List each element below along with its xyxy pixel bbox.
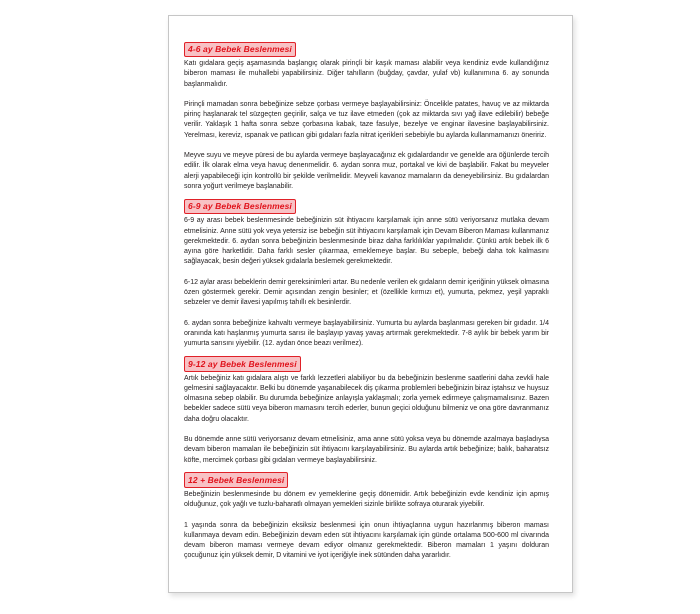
paragraph: 6-12 aylar arası bebeklerin demir gereksinimleri artar. Bu nedenle verilen ek gıdaların demir içeriğinin yüksek olmasına özen göstermek gerekir. Demir açısından zengin besinler; et (özellikle kırmızı et), yumurta, pekmez, yeşil yapraklı sebzeler ve demir ilavesi yapılmış tahıllı ek besinlerdir.	[184, 278, 549, 307]
paragraph: 6. aydan sonra bebeğinize kahvaltı vermeye başlayabilirsiniz. Yumurta bu aylarda başlanması gereken bir gıdadır. 1/4 oranında katı haşlanmış yumurta sarısı ile başlayıp yavaş yavaş artırmak gerekmektedir. 7-8 aylık bir bebek yarım bir yumurta sarısını yiyebilir. (12. aydan önce beazı verilmez).	[184, 319, 549, 348]
paragraph: Katı gıdalara geçiş aşamasında başlangıç olarak pirinçli bir kaşık maması alabilir veya kendiniz evde kullandığınız biberon maması ile muhallebi yapabilirsiniz. Diğer tahılların (buğday, çavdar, yulaf vb) kullanımına 6. ay sonunda başlanmalıdır.	[184, 60, 549, 88]
section-12-plus	[184, 470, 549, 562]
paragraph: 6-9 ay arası bebek beslenmesinde bebeğinizin süt ihtiyacını karşılamak için anne sütü veriyorsanız mutlaka devam etmelisiniz. Anne sütü yok veya yetersiz ise bebeğin süt ihtiyacını karşılamak için Devam Biberon Maması kullanmanız gerekmektedir. 6. aydan sonra bebeğinizin beslenmesinde biraz daha farklılıklar yapılmalıdır. Çünkü artık bebek ilk 6 ayına göre harketlidir. Daha farklı sesler çıkarmaa, emeklemeye başlar. Bu sebeple, bebeği daha tok kalmasını sağlayacak, besin değeri yüksek gıdalarla beslemek gerekmektedir.	[184, 217, 549, 266]
paragraph: 1 yaşında sonra da bebeğinizin eksiksiz beslenmesi için onun ihtiyaçlarına uygun hazırlanmış biberon maması kullanmaya devam edin. Bebeğinizin devam eden süt ihtiyacını karşılamak için günde ortalama 500-600 ml civarında devam biberon maması vermeye devam ediyor olmanız gerekmektedir. Biberon mamaları 1 yaşını dolduran çocuğunuz için yüksek demir, D vitamini ve iyot içeriğiyle inek sütünden daha yararlıdır.	[184, 521, 549, 560]
document-page	[168, 15, 573, 593]
section-6-9-ay	[184, 196, 549, 349]
paragraph: Bu dönemde anne sütü veriyorsanız devam etmelisiniz, ama anne sütü yoksa veya bu dönemde azalmaya başladıysa devam biberon mamaları ile bebeğinizin süt ihtiyacını karşılayabilirsiniz. Bu aylarda artık bebeğinize; balık, baharatsız köfte, mercimek çorbası gibi gıdaları vermeye başlayabilirsiniz.	[184, 436, 549, 464]
paragraph: Meyve suyu ve meyve püresi de bu aylarda vermeye başlayacağınız ek gıdalardandır ve genelde ara öğünlerde tercih edilir. İlk olarak elma veya havuç denenmelidir. 6. aydan sonra muz, portakal ve kivi de başlabilir. Fakat bu meyveler alerji yapabileceği için kontrollü bir şekilde verilmelidir. Meyveli kavanoz mamaların da deneyebilirsiniz. Bu gıdalardan sonra yoğurt verilmeye başlanabilir.	[184, 152, 549, 190]
section-heading: 6-9 ay Bebek Beslenmesi	[184, 199, 296, 215]
section-9-12-ay	[184, 354, 549, 466]
section-4-6-ay	[184, 39, 549, 192]
section-heading: 9-12 ay Bebek Beslenmesi	[184, 356, 301, 372]
paragraph: Bebeğinizin beslenmesinde bu dönem ev yemeklerine geçiş dönemidir. Artık bebeğinizin evde kendiniz için apmış olduğunuz, çok yağlı ve tuzlu-baharatlı olmayan yemekleri sizinle birlikte sofraya oturarak yiyebilir.	[184, 490, 549, 509]
paragraph: Pirinçli mamadan sonra bebeğinize sebze çorbası vermeye başlayabilirsiniz: Öncelikle patates, havuç ve az miktarda pirinç haşlanarak tel süzgeçten geçirilir, salça ve tuz ilave etmeden (çok az miktarda sıvı yağ ilave edilebilir) bebeğe verilir. Yaklaşık 1 hafta sonra sebze çorbasına kabak, taze fasulye, bezelye ve enginar ilavesine başlayabilirsiniz. Yerelması, kereviz, ıspanak ve patlıcan gibi gıdaları fazla nitrat içerikleri sebebiyle bu aylarda kullanmamanızı öneririz.	[184, 100, 549, 139]
paragraph: Artık bebeğiniz katı gıdalara alıştı ve farklı lezzetleri alabiliyor bu da bebeğinizin beslenme saatlerini daha zevkli hale gelmesini sağlayacaktır. Belki bu dönemde yaşanabilecek diş çıkarma problemleri bebeğinizin biraz iştahsız ve huysuz olmasına sebep olabilir. Bu durumda bebeğinize anlayışla yaklaşmalı; zorla yemek edirmeye çalışmamalısınız. Bazen bebekler sadece sütü veya biberon mamasını tercih ederler, bunun geçici olduğunu bilmeniz ve ona göre davranmanız daha doğru olacaktır.	[184, 374, 549, 423]
section-heading: 12 + Bebek Beslenmesi	[184, 472, 288, 488]
section-heading: 4-6 ay Bebek Beslenmesi	[184, 42, 296, 58]
